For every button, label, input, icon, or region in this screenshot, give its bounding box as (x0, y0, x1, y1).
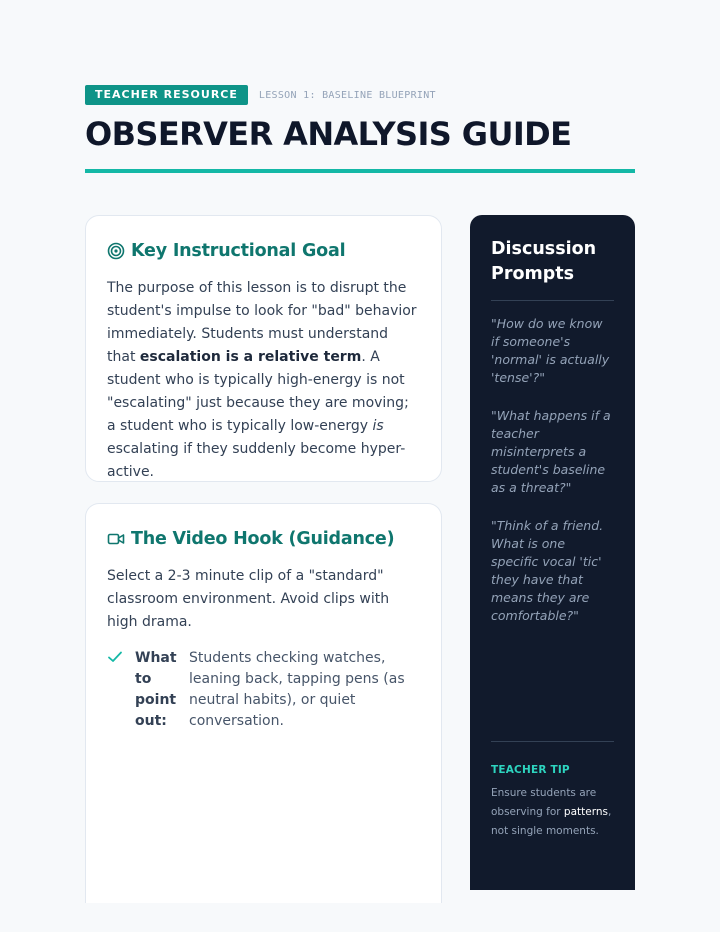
sidebar-title: Discussion Prompts (491, 239, 597, 284)
header (85, 85, 635, 153)
point-label: What to point out: (135, 650, 177, 729)
card-header (107, 238, 420, 264)
goal-text-bold: escalation is a relative term (139, 349, 362, 365)
goal-text-part: The purpose of this lesson is to disrupt the student's impulse to look for "bad" behavior immediately. Students must understand that (107, 280, 417, 365)
discussion-prompt: "What happens if a teacher misinterprets a student's baseline as a threat?" (491, 408, 611, 495)
instructional-goal-card (85, 215, 442, 482)
video-hook-card (85, 503, 442, 903)
goal-text-part: escalating if they suddenly become hyper-active. (107, 441, 406, 480)
discussion-prompt: "How do we know if someone's 'normal' is actually 'tense'?" (491, 316, 610, 385)
card-header (107, 526, 420, 552)
point-out-item (107, 648, 420, 732)
teacher-tip-label: TEACHER TIP (491, 764, 570, 776)
page-title: OBSERVER ANALYSIS GUIDE (85, 115, 572, 153)
resource-badge: TEACHER RESOURCE (85, 85, 248, 105)
goal-text-italic: is (372, 418, 384, 434)
sidebar-divider (491, 300, 614, 301)
point-description: Students checking watches, leaning back, tapping pens (as neutral habits), or quiet conversation. (189, 650, 405, 729)
title-underline (85, 169, 635, 173)
discussion-prompts-sidebar (470, 215, 635, 890)
goal-text-part: . A student who is typically high-energy is not "escalating" just because they are moving; a student who is typically low-energy (107, 349, 409, 434)
teacher-tip-text (491, 784, 619, 841)
video-text: Select a 2-3 minute clip of a "standard" classroom environment. Avoid clips with high drama. (107, 568, 390, 630)
meta-row (85, 85, 635, 105)
discussion-prompt: "Think of a friend. What is one specific vocal 'tic' they have that means they are comfortable?" (491, 518, 604, 623)
video-camera-icon (107, 530, 125, 548)
tip-text-part: , not single moments. (491, 806, 612, 837)
card-title: The Video Hook (Guidance) (131, 529, 395, 549)
check-icon (107, 649, 123, 665)
lesson-label: LESSON 1: BASELINE BLUEPRINT (258, 89, 436, 101)
target-icon (107, 242, 125, 260)
tip-divider (491, 741, 614, 742)
tip-highlight: patterns (563, 806, 608, 818)
goal-text (107, 277, 420, 484)
card-title: Key Instructional Goal (131, 241, 346, 261)
tip-text-part: Ensure students are observing for (491, 787, 597, 818)
